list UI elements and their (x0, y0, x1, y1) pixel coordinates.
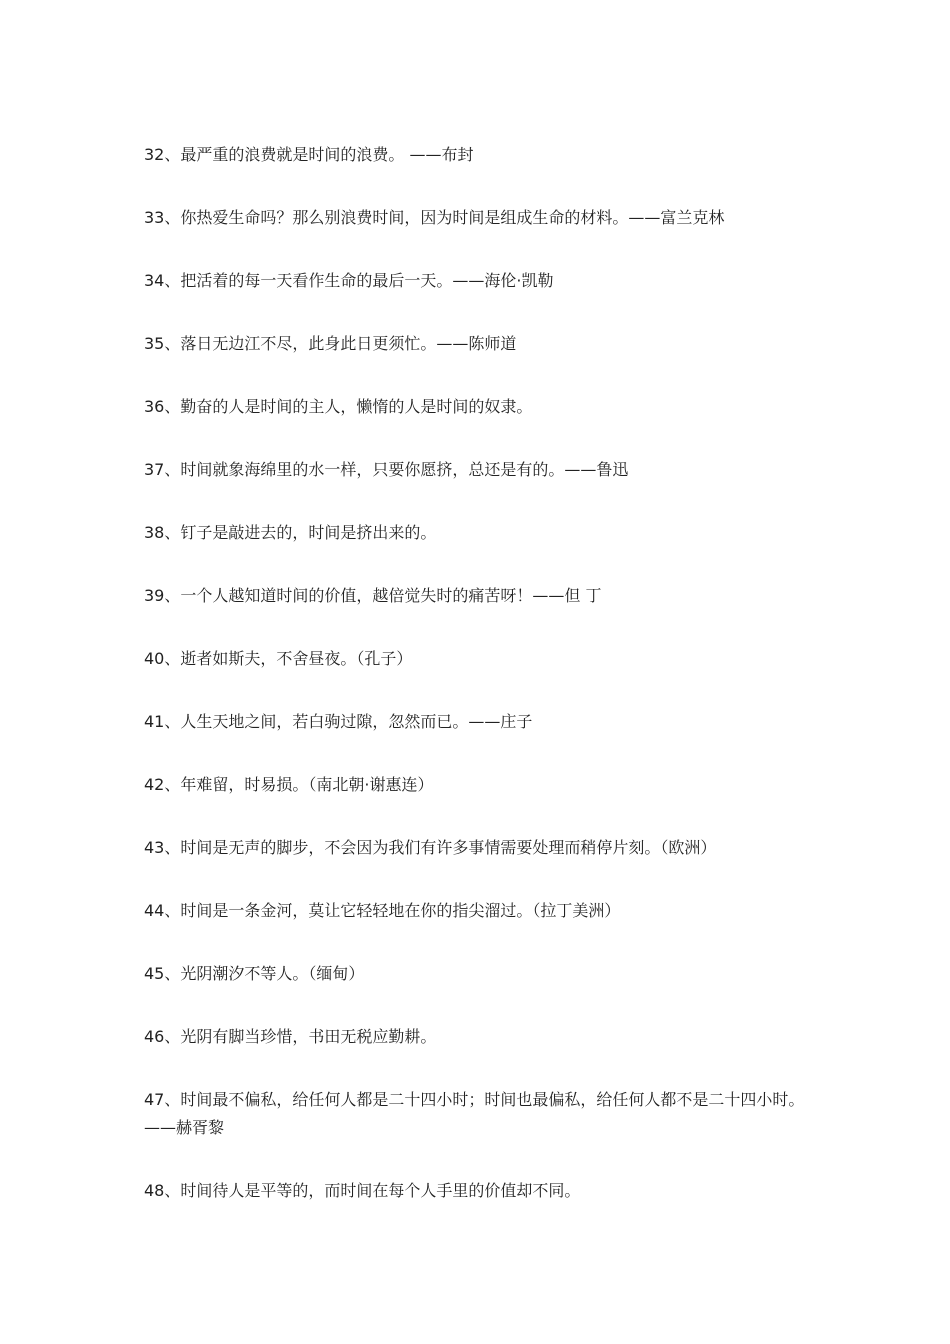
quote-item: 39、一个人越知道时间的价值，越倍觉失时的痛苦呀！——但 丁 (144, 586, 602, 605)
quote-item: 40、逝者如斯夫，不舍昼夜。（孔子） (144, 649, 413, 668)
quote-item: 44、时间是一条金河，莫让它轻轻地在你的指尖溜过。（拉丁美洲） (144, 901, 621, 920)
quote-item: 42、年难留，时易损。（南北朝·谢惠连） (144, 775, 434, 794)
quote-item: 47、时间最不偏私，给任何人都是二十四小时；时间也最偏私，给任何人都不是二十四小时。——赫胥黎 (144, 1090, 805, 1137)
quote-item: 41、人生天地之间，若白驹过隙，忽然而已。——庄子 (144, 712, 533, 731)
quote-item: 48、时间待人是平等的，而时间在每个人手里的价值却不同。 (144, 1181, 581, 1200)
quote-item: 34、把活着的每一天看作生命的最后一天。——海伦·凯勒 (144, 271, 554, 290)
quote-item: 46、光阴有脚当珍惜，书田无税应勤耕。 (144, 1027, 437, 1046)
quote-item: 35、落日无边江不尽，此身此日更须忙。——陈师道 (144, 334, 517, 353)
quote-item: 36、勤奋的人是时间的主人，懒惰的人是时间的奴隶。 (144, 397, 533, 416)
quote-item: 33、你热爱生命吗？那么别浪费时间，因为时间是组成生命的材料。——富兰克林 (144, 208, 725, 227)
quote-item: 37、时间就象海绵里的水一样，只要你愿挤，总还是有的。——鲁迅 (144, 460, 629, 479)
quote-list (144, 141, 814, 1240)
quote-item: 45、光阴潮汐不等人。（缅甸） (144, 964, 365, 983)
quote-item: 38、钉子是敲进去的，时间是挤出来的。 (144, 523, 437, 542)
quote-item: 43、时间是无声的脚步，不会因为我们有许多事情需要处理而稍停片刻。（欧洲） (144, 838, 717, 857)
quote-item: 32、最严重的浪费就是时间的浪费。 ——布封 (144, 145, 474, 164)
